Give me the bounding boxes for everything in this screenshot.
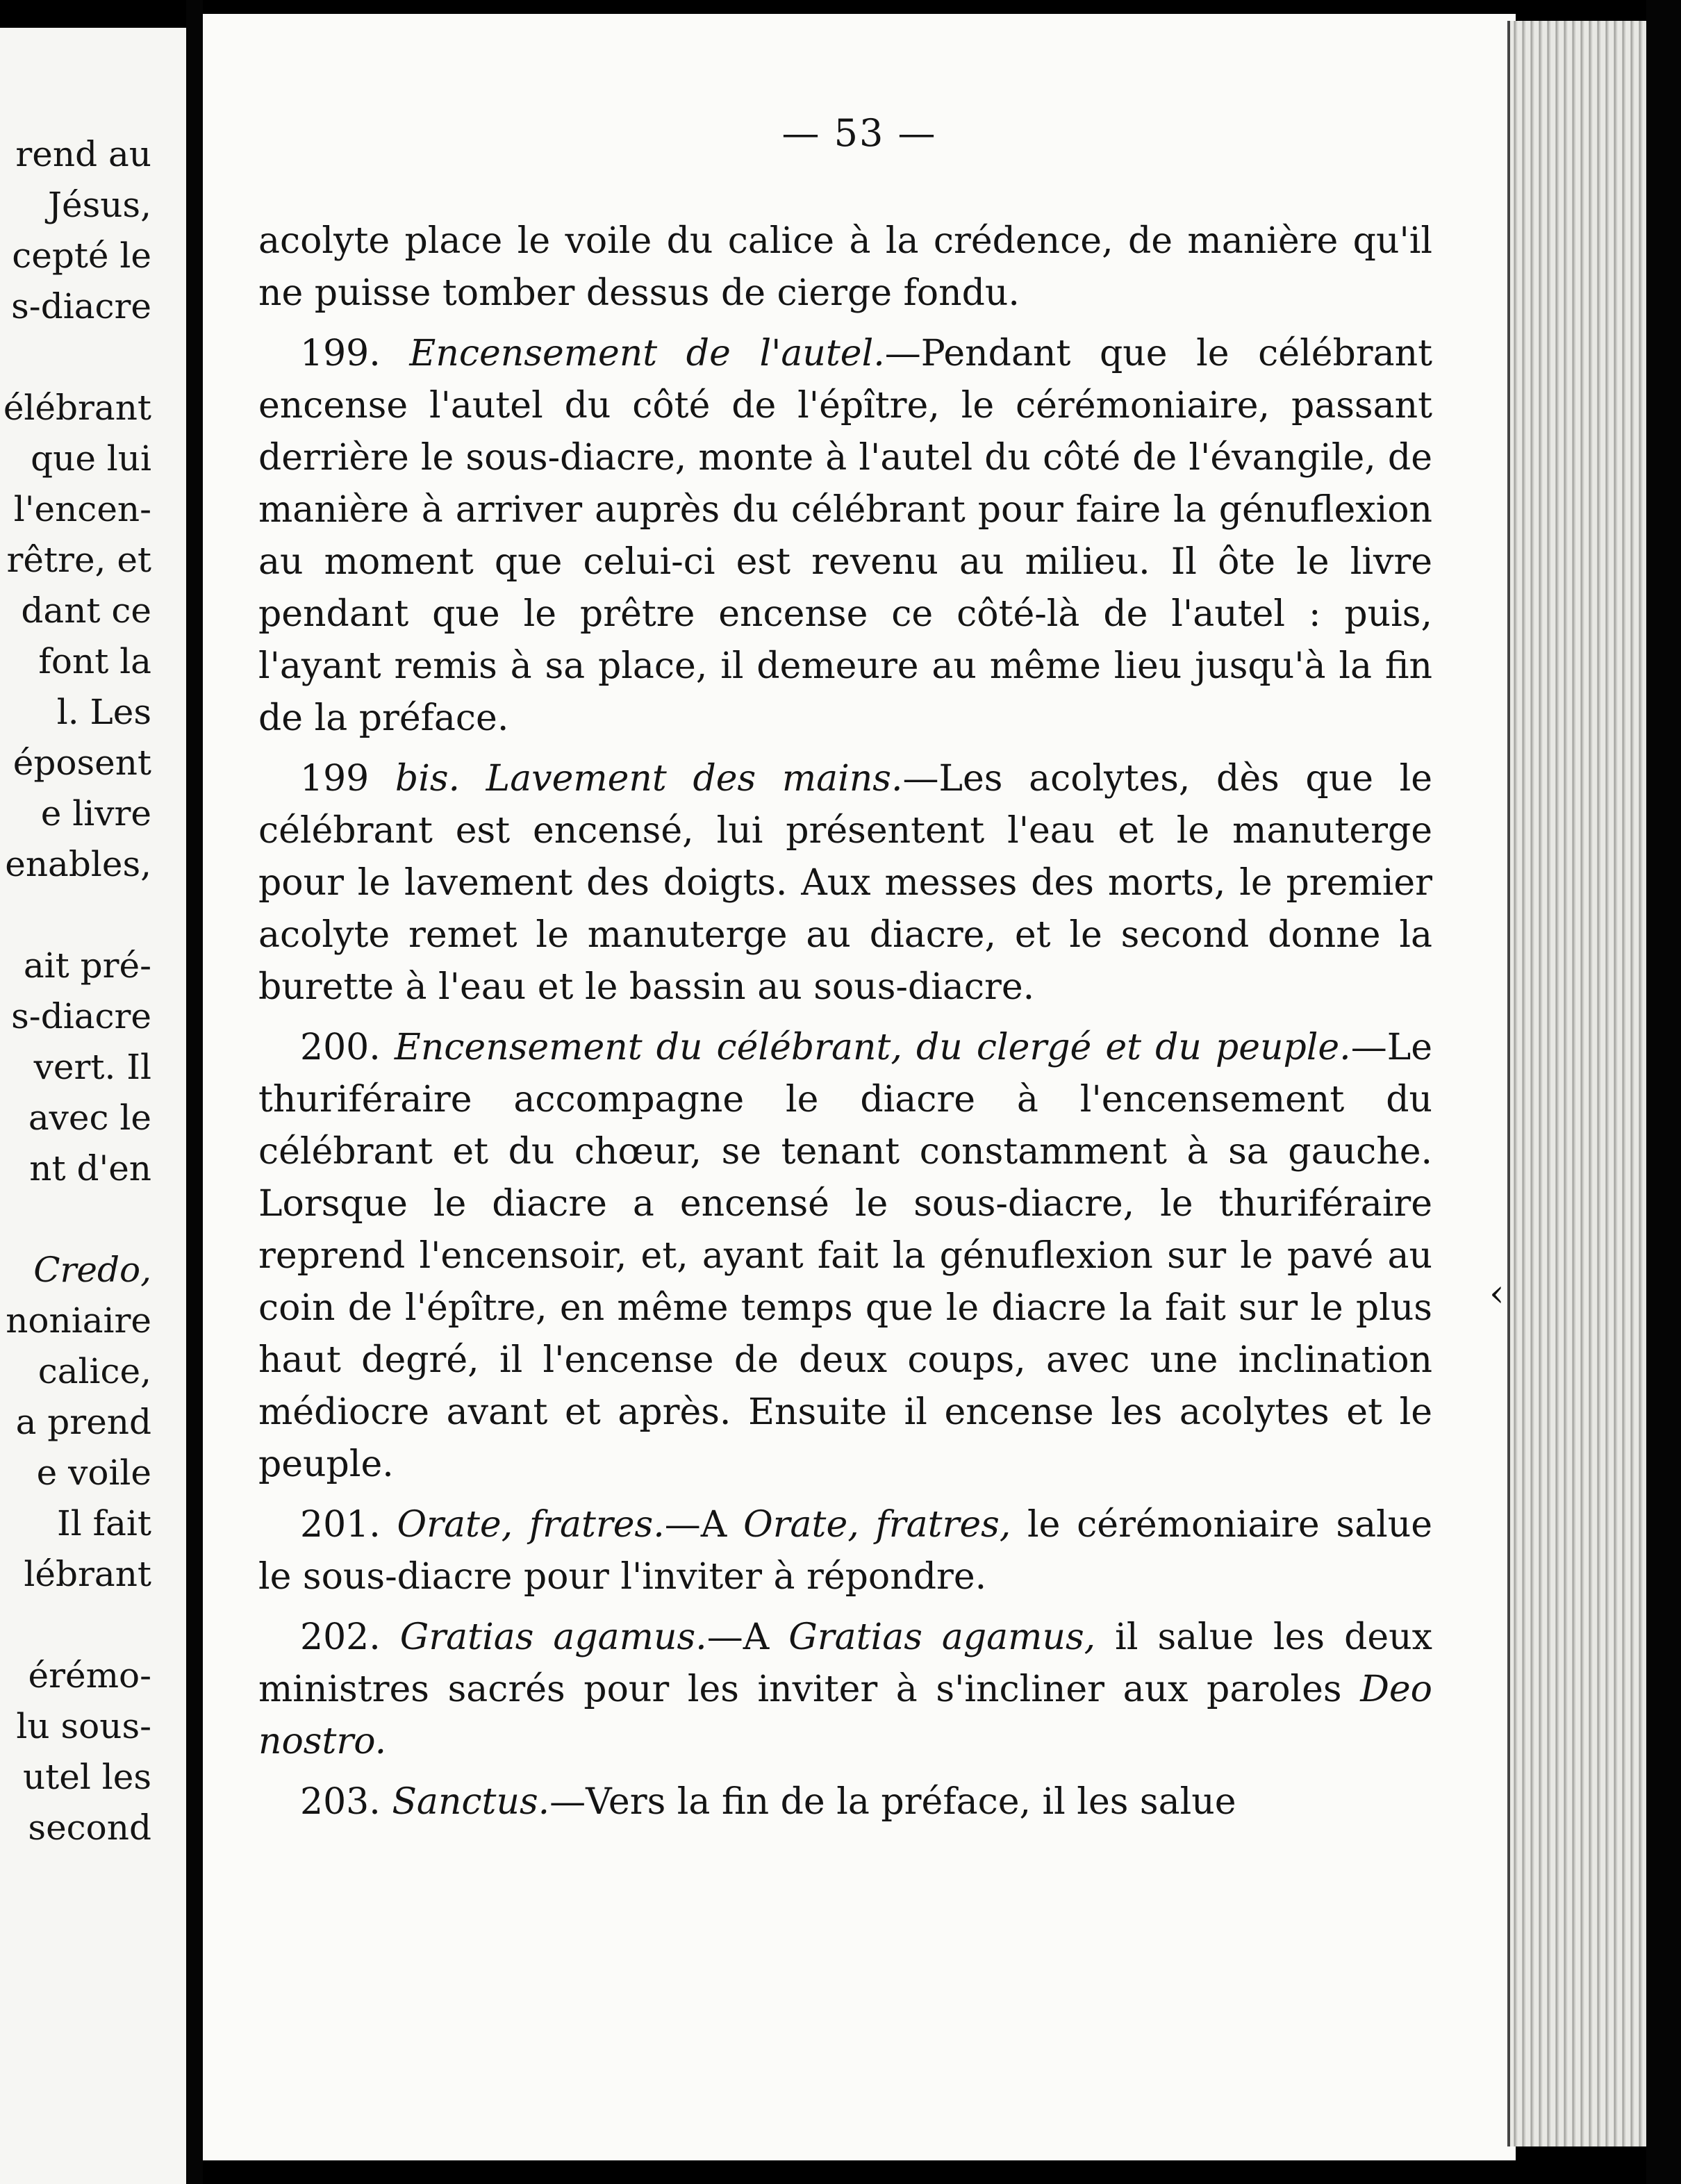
paragraph-text: —Le thuriféraire accompagne le diacre à l'encensement du célébrant et du chœur, se tenant constamment à sa gauche. Lorsque le diacre a encensé le sous-diacre, le thuriféraire reprend l'encensoir, et, ayant fait la génuflexion sur le pavé au coin de l'épître, en même temps que le diacre la fait sur le plus haut degré, il l'encense de deux coups, avec une inclination médiocre avant et après. Ensuite il encense les acolytes et le peuple.: [258, 1027, 1432, 1485]
paragraph-title: Encensement du célébrant, du clergé et du peuple.: [394, 1027, 1351, 1068]
left-line: ait pré-: [23, 945, 151, 986]
left-line: a prend: [15, 1402, 151, 1442]
left-line: éposent: [13, 743, 151, 783]
paragraph-199: [258, 328, 1432, 745]
left-line: érémo-: [28, 1655, 151, 1696]
paragraph-text: —A: [664, 1504, 744, 1546]
left-page-text: [0, 28, 151, 1853]
left-line: avec le: [28, 1098, 151, 1138]
paragraph-title: Gratias agamus.: [399, 1616, 707, 1658]
paragraph-title: Encensement de l'autel.: [409, 333, 885, 374]
paragraph-text: —Pendant que le célébrant encense l'autel du côté de l'épître, le cérémoniaire, passant derrière le sous-diacre, monte à l'autel du côté de l'évangile, de manière à arriver auprès du célébrant pour faire la génuflexion au moment que celui-ci est revenu au milieu. Il ôte le livre pendant que le prêtre encense ce côté-là de l'autel : puis, l'ayant remis à sa place, il demeure au même lieu jusqu'à la fin de la préface.: [258, 333, 1433, 739]
paragraph-number: 202.: [300, 1616, 381, 1658]
paragraph-number: 200.: [300, 1027, 381, 1068]
left-line: [0, 890, 151, 941]
paragraph-203: [258, 1776, 1432, 1828]
paragraph-number: 201.: [300, 1504, 381, 1546]
paragraph-italic: Gratias agamus,: [788, 1616, 1096, 1658]
paragraph-202: [258, 1612, 1432, 1768]
left-line: lébrant: [24, 1554, 151, 1594]
paragraph-text: —A: [706, 1616, 789, 1658]
left-line: dant ce: [21, 590, 151, 631]
left-line: e livre: [40, 793, 151, 834]
left-line: [0, 1600, 151, 1651]
edge-marker: ‹: [1489, 1271, 1505, 1315]
paragraph-200: [258, 1022, 1432, 1491]
left-line: [0, 28, 151, 78]
left-line: lu sous-: [16, 1706, 151, 1746]
left-line: [0, 78, 151, 129]
left-line: utel les: [22, 1757, 151, 1797]
left-line: noniaire: [6, 1300, 151, 1341]
left-line: Jésus,: [47, 185, 151, 225]
left-line: vert. Il: [33, 1047, 151, 1087]
left-line: enables,: [5, 844, 151, 884]
paragraph-text-after: le cérémoniaire salue le sous-diacre pour l'inviter à répondre.: [258, 1504, 1432, 1598]
left-line: s-diacre: [11, 996, 151, 1036]
left-line: que lui: [31, 438, 151, 479]
page-number: — 53 —: [781, 111, 937, 155]
paragraph-199-bis: [258, 753, 1432, 1014]
left-facing-page: [0, 28, 190, 2184]
left-line: calice,: [38, 1351, 151, 1391]
continued-paragraph: acolyte place le voile du calice à la crédence, de manière qu'il ne puisse tomber dessus de cierge fondu.: [258, 220, 1432, 314]
left-line: font la: [38, 641, 151, 681]
left-line: cepté le: [12, 235, 151, 276]
book-page-edges: [1507, 21, 1649, 2146]
paragraph-italic: Orate, fratres,: [743, 1504, 1011, 1546]
left-line: [0, 332, 151, 383]
paragraph-title: Orate, fratres.: [397, 1504, 665, 1546]
paragraph-text: —Les acolytes, dès que le célébrant est encensé, lui présentent l'eau et le manuterge pour le lavement des doigts. Aux messes des morts, le premier acolyte remet le manuterge au diacre, et le second donne la burette à l'eau et le bassin au sous-diacre.: [258, 758, 1433, 1008]
paragraph-number: 199: [300, 758, 370, 800]
left-line: l. Les: [56, 692, 151, 732]
paragraph-title: Sanctus.: [392, 1781, 550, 1823]
page-body: [258, 215, 1432, 1837]
paragraph-text-after: il salue les deux ministres sacrés pour les inviter à s'incliner aux paroles: [258, 1616, 1432, 1710]
book-gutter: [186, 0, 203, 2184]
left-line: e voile: [36, 1453, 151, 1493]
left-line: second: [28, 1807, 151, 1848]
paragraph-201: [258, 1499, 1432, 1603]
left-line: [0, 1194, 151, 1245]
main-page: [203, 14, 1516, 2160]
paragraph-number: 199.: [300, 333, 381, 374]
paragraph-italic-end: Deo nostro.: [258, 1669, 1432, 1762]
left-line: s-diacre: [11, 286, 151, 326]
paragraph-number: 203.: [300, 1781, 381, 1823]
left-line: Credo,: [33, 1250, 151, 1290]
left-line: nt d'en: [29, 1148, 151, 1189]
paragraph-text: —Vers la fin de la préface, il les salue: [549, 1781, 1236, 1823]
paragraph-title: bis. Lavement des mains.: [395, 758, 903, 800]
left-line: rend au: [15, 134, 151, 174]
left-line: l'encen-: [13, 489, 151, 529]
scan-border: [1646, 0, 1681, 2184]
left-line: Il fait: [56, 1503, 151, 1544]
left-line: rêtre, et: [6, 540, 151, 580]
left-line: élébrant: [3, 388, 151, 428]
